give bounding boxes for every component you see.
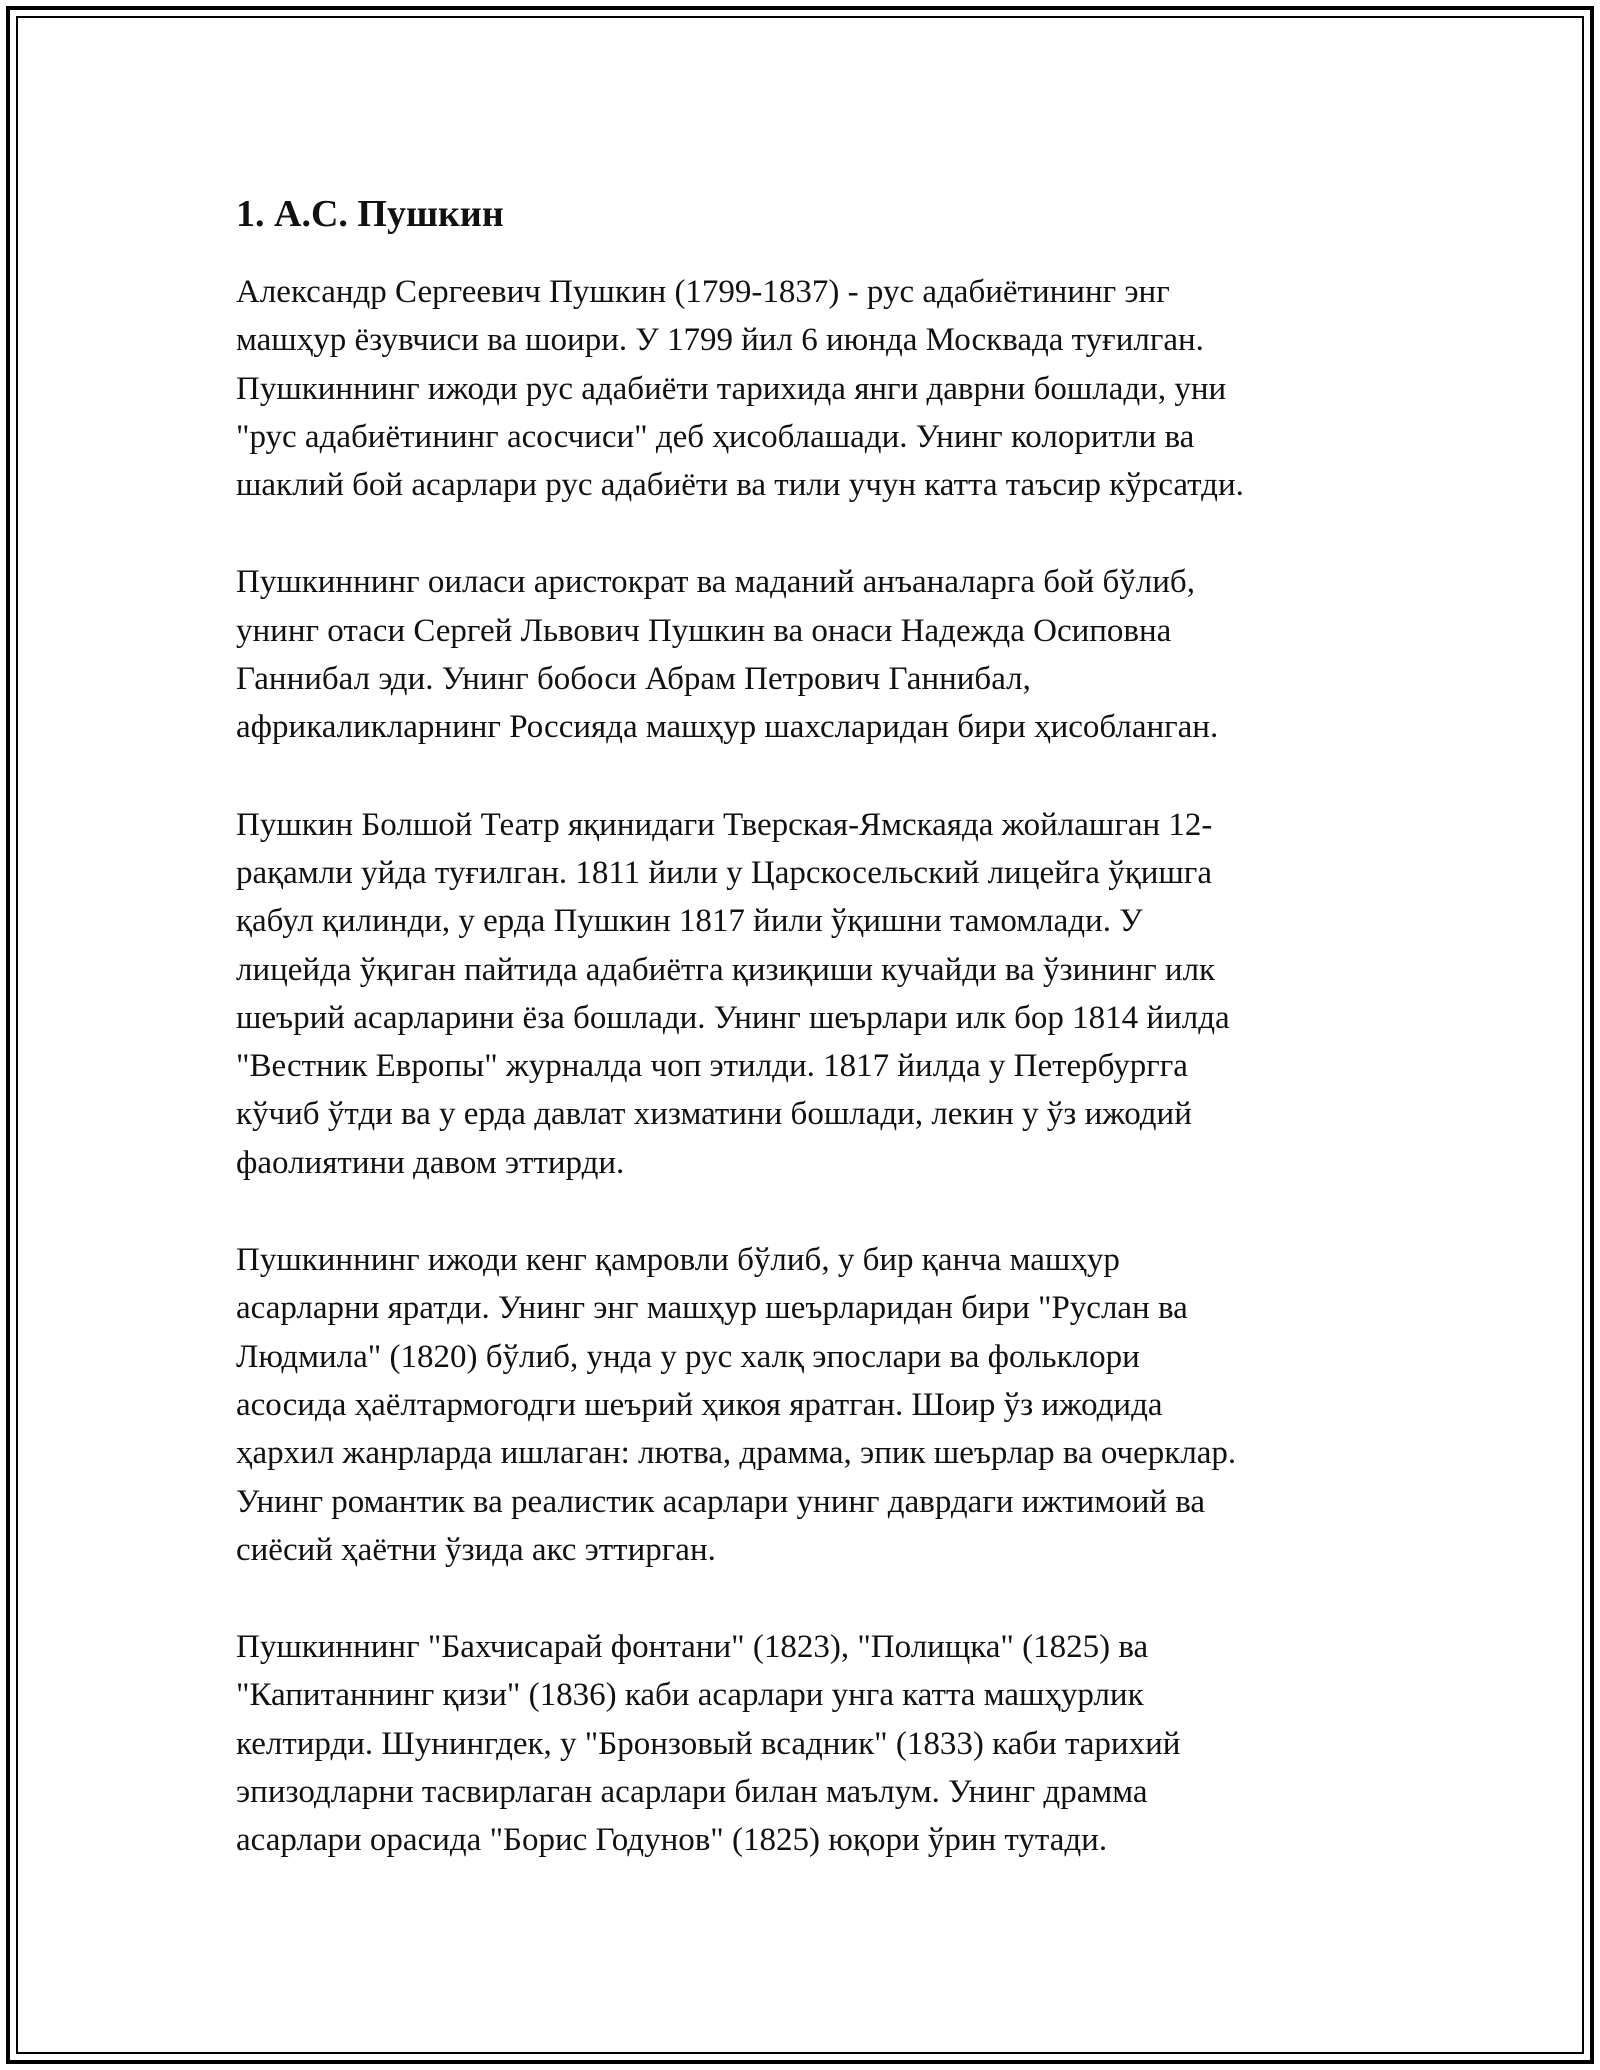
text-line: рақамли уйда туғилган. 1811 йили у Царскосельский лицейга ўқишга (236, 854, 1212, 891)
document-body (236, 190, 1376, 1914)
text-line: Александр Сергеевич Пушкин (1799-1837) - рус адабиётининг энг (236, 274, 1170, 310)
text-line: эпизодларни тасвирлаган асарлари билан маълум. Унинг драмма (236, 1774, 1148, 1811)
paragraph-5 (236, 1623, 1376, 1864)
text-line: асарларни яратди. Унинг энг машҳур шеърларидан бири "Руслан ва (236, 1290, 1188, 1327)
text-line: "Вестник Европы" журналда чоп этилди. 1817 йилда у Петербургга (236, 1048, 1188, 1085)
text-line: келтирди. Шунингдек, у "Бронзовый всадник" (1833) каби тарихий (236, 1725, 1181, 1762)
text-line: "рус адабиётининг асосчиси" деб ҳисоблашади. Унинг колоритли ва (236, 418, 1195, 455)
text-line: ҳархил жанрларда ишлаган: лютва, драмма, эпик шеърлар ва очерклар. (236, 1435, 1237, 1472)
text-line: кўчиб ўтди ва у ерда давлат хизматини бошлади, лекин у ўз ижодий (236, 1096, 1192, 1133)
text-line: Унинг романтик ва реалистик асарлари унинг даврдаги ижтимоий ва (236, 1483, 1206, 1520)
paragraph-4 (236, 1236, 1376, 1574)
text-line: Пушкиннинг оиласи аристократ ва маданий анъаналарга бой бўлиб, (236, 564, 1195, 601)
text-line: шаклий бой асарлари рус адабиёти ва тили учун катта таъсир кўрсатди. (236, 467, 1244, 504)
text-line: Пушкин Болшой Театр яқинидаги Тверская-Ямскаяда жойлашган 12- (236, 806, 1213, 843)
text-line: сиёсий ҳаётни ўзида акс эттирган. (236, 1531, 716, 1568)
text-line: лицейда ўқиган пайтида адабиётга қизиқиши кучайди ва ўзининг илк (236, 951, 1216, 988)
text-line: Пушкиннинг ижоди кенг қамровли бўлиб, у бир қанча машҳур (236, 1242, 1120, 1279)
text-line: Пушкиннинг ижоди рус адабиёти тарихида янги даврни бошлади, уни (236, 370, 1227, 407)
text-line: асарлари орасида "Борис Годунов" (1825) юқори ўрин тутади. (236, 1822, 1108, 1859)
text-line: қабул қилинди, у ерда Пушкин 1817 йили ўқишни тамомлади. У (236, 903, 1143, 940)
paragraph-3 (236, 801, 1376, 1187)
paragraph-2 (236, 558, 1376, 751)
text-line: унинг отаси Сергей Львович Пушкин ва онаси Надежда Осиповна (236, 612, 1172, 649)
text-line: "Капитаннинг қизи" (1836) каби асарлари унга катта машҳурлик (236, 1677, 1144, 1714)
text-line: шеърий асарларини ёза бошлади. Унинг шеърлари илк бор 1814 йилда (236, 999, 1230, 1036)
text-line: Пушкиннинг "Бахчисарай фонтани" (1823), "Полищка" (1825) ва (236, 1629, 1149, 1666)
text-line: машҳур ёзувчиси ва шоири. У 1799 йил 6 июнда Москвада туғилган. (236, 322, 1204, 359)
text-line: асосида ҳаёлтармогодги шеърий ҳикоя яратган. Шоир ўз ижодида (236, 1386, 1163, 1423)
document-title: 1. А.С. Пушкин (236, 193, 504, 235)
text-line: Ганнибал эди. Унинг бобоси Абрам Петрович Ганнибал, (236, 661, 1031, 698)
text-line: африкаликларнинг Россияда машҳур шахсларидан бири ҳисобланган. (236, 709, 1219, 746)
text-line: Людмила" (1820) бўлиб, унда у рус халқ эпослари ва фольклори (236, 1338, 1140, 1375)
text-line: фаолиятини давом эттирди. (236, 1144, 625, 1181)
paragraph-1 (236, 268, 1376, 509)
